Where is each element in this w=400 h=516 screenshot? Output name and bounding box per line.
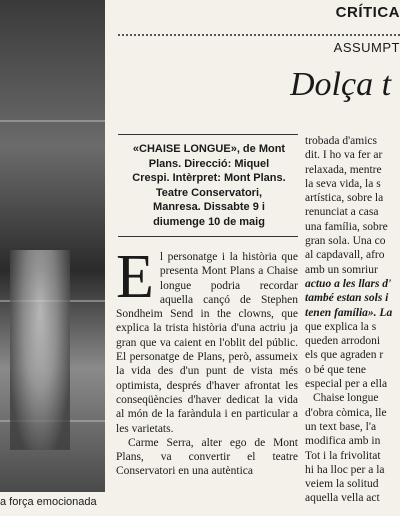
article-column-1 xyxy=(116,243,298,479)
column-2-line: que explica la s xyxy=(305,320,377,333)
column-2-line: dit. I ho va fer ar xyxy=(305,149,383,162)
column-2-line: un text base, l'a xyxy=(305,420,377,433)
credits-box xyxy=(120,142,298,229)
column-2-line: hi ha lloc per a la xyxy=(305,463,385,476)
credits-line: Plans. Direcció: Miquel xyxy=(148,157,270,170)
credits-line: Teatre Conservatori, xyxy=(155,186,263,199)
section-divider xyxy=(118,34,400,36)
credits-line: «CHAISE LONGUE», de Mont xyxy=(132,143,286,155)
article-column-2 xyxy=(305,134,400,506)
section-label: CRÍTICA xyxy=(335,4,400,21)
column-2-line: especial per a ella xyxy=(305,378,388,391)
article-photo xyxy=(0,0,105,492)
credits-line: diumenge 10 de maig xyxy=(153,215,265,228)
column-2-line: tenen família». La xyxy=(305,306,393,319)
credits-rule-bottom xyxy=(118,236,298,237)
column-2-line: trobada d'amics xyxy=(305,135,378,147)
column-2-line: relaxada, mentre xyxy=(305,163,382,176)
performer-figure xyxy=(10,250,70,450)
column-2-line: o bé que tene xyxy=(305,363,366,376)
column-2-line: una família, sobre xyxy=(305,220,388,233)
paragraph-1 xyxy=(116,243,298,436)
column-2-line: aquella vella act xyxy=(305,492,380,505)
column-2-line: renunciat a casa xyxy=(305,206,379,219)
column-2-line: amb un somriur xyxy=(305,263,378,276)
paragraph-2 xyxy=(116,436,298,479)
headline: Dolça t xyxy=(290,66,392,103)
column-2-line: al capdavall, afro xyxy=(305,249,385,262)
paragraph-1-text: l personatge i la història que presenta Mont Plans a Chaise longue podria recordar aquella cançó de Stephen Sondheim Send in the clowns, que explica la trista història d'una actriu ja gran que va caient en l'oblit del públic. El personatge de Plans, però, assumeix la vida des d'un punt de vista més optimista, després d'haver afrontat les conseqüències d'haver dedicat la vida al món de la faràndula i en particular a les varietats. xyxy=(116,251,298,435)
photo-caption: a força emocionada xyxy=(0,496,97,508)
subsection-label: ASSUMPT xyxy=(333,40,400,55)
column-2-line: Tot i la frivolitat xyxy=(305,449,381,462)
credits-line: Manresa. Dissabte 9 i xyxy=(153,201,265,213)
column-2-line: artística, sobre la xyxy=(305,192,384,205)
column-2-line: Chaise longue xyxy=(313,392,379,405)
credits-rule-top xyxy=(118,134,298,135)
column-2-line: també estan sols i xyxy=(305,292,389,305)
column-2-line: gran sola. Una co xyxy=(305,235,386,248)
column-2-line: queden arrodoni xyxy=(305,335,381,348)
column-2-line: els que agraden r xyxy=(305,349,384,362)
column-2-line: actuo a les llars d' xyxy=(305,277,392,290)
paragraph-2-text: Carme Serra, alter ego de Mont Plans, va convertir el teatre Conservatori en una autèntica xyxy=(116,436,298,478)
credits-line: Crespi. Intèrpret: Mont Plans. xyxy=(132,172,286,184)
column-2-line: la seva vida, la s xyxy=(305,177,381,190)
column-2-line: veiem la solitud xyxy=(305,478,379,491)
column-2-line: modifica amb in xyxy=(305,435,381,448)
column-2-line: d'obra còmica, lle xyxy=(305,406,387,419)
drop-cap: E xyxy=(116,243,154,311)
